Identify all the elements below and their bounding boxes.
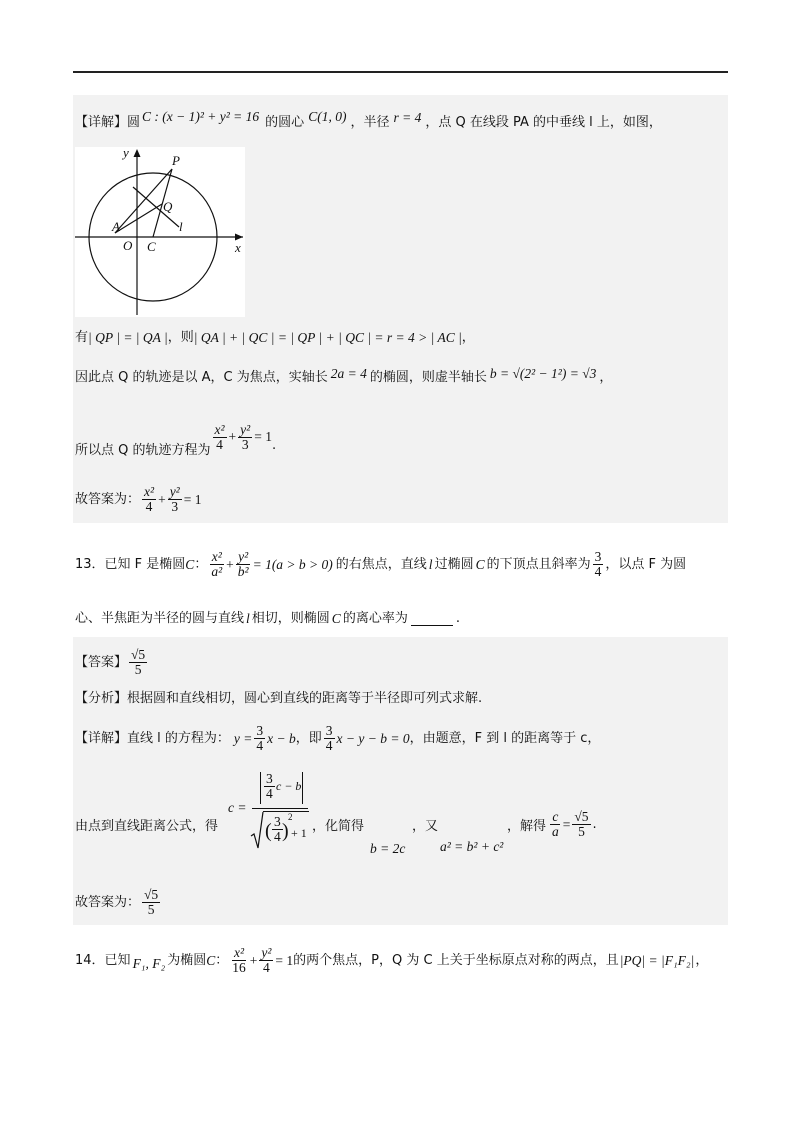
p12-final-answer: 故答案为： $\frac{\text{x²}}{4}$ + $\frac{\text{y²}}{3}$ = 1 — [75, 484, 202, 514]
circle-equation: C : (x − 1)² + y² = 16 — [142, 109, 260, 124]
radius-eq: r = 4 — [393, 110, 422, 125]
p13-detail-line2-text: 由点到直线距离公式，得 — [75, 819, 219, 834]
answer-blank — [411, 613, 453, 626]
top-rule — [73, 71, 728, 73]
p13-analysis: 【分析】根据圆和直线相切，圆心到直线的距离等于半径即可列式求解. — [75, 691, 483, 706]
label-o: O — [123, 238, 133, 253]
p13-answer: 【答案】 $\frac{√5}{5}$ — [75, 647, 146, 677]
p13-question-line2: 心、半焦距为半径的圆与直线 l 相切，则椭圆 C 的离心率为 . — [75, 611, 460, 626]
p12-line3: 因此点 Q 的轨迹是以 A，C 为焦点，实轴长 2a = 4 的椭圆，则虚半轴长 b = √(2² − 1²) = √3 ， — [75, 366, 613, 385]
p12-line1: 【详解】圆 C : (x − 1)² + y² = 16 的圆心 C(1, 0) ，半径 r = 4 ，点 Q 在线段 PA 的中垂线 l 上，如图， — [75, 109, 662, 130]
circle-diagram — [75, 147, 245, 317]
p13-question-line1: 13． 已知 F 是椭圆 C ： $\frac{\text{x²}}{\text{a²}}$ + $\frac{\text{y²}}{\text{b²}}$ = 1(a > b > 0) 的右焦点，直线 l 过椭圆 C 的下顶点且斜率为 $\frac{3}{4}$ ，以点 F 为圆 — [75, 549, 687, 579]
label-q: Q — [163, 199, 173, 214]
p13-detail-line1: 【详解】直线 l 的方程为： y = $\frac{3}{4}$ x − b ，即 $\frac{3}{4}$ x − y − b = 0 ，由题意，F 到 l 的距离等于 c， — [75, 723, 601, 753]
solution-block-13 — [73, 637, 728, 925]
p14-question-line1: 14． 已知 F₁, F₂ 为椭圆 C ： $\frac{\text{x²}}{16}$ + $\frac{\text{y²}}{4}$ = 1 的两个焦点，P，Q 为 C 上关于坐标原点对称的两点，且 |PQ| = |F₁F₂| ， — [75, 945, 709, 975]
eccentricity-result: $\frac{c}{a}$ = $\frac{√5}{5}$ . — [552, 809, 597, 839]
label-c: C — [147, 239, 156, 254]
label-a: A — [112, 219, 120, 234]
label-p: P — [172, 153, 180, 168]
label-l: l — [179, 219, 183, 234]
geometry-figure — [75, 147, 245, 317]
label-y: y — [123, 147, 129, 160]
label-x: x — [235, 240, 241, 255]
p12-line2: 有 | QP | = | QA | ，则 | QA | + | QC | = | QP | + | QC | = r = 4 > | AC | ， — [75, 330, 475, 345]
y-axis-arrow-icon — [134, 149, 141, 157]
circle-center: C(1, 0) — [308, 109, 347, 124]
distance-formula: c = $\frac{3}{4}$ c − b ( $\frac{3}{4}$ ) 2 + 1 — [228, 770, 310, 850]
sqrt-icon — [250, 810, 264, 850]
p12-line4: 所以点 Q 的轨迹方程为 $\frac{\text{x²}}{4}$ + $\frac{\text{y²}}{3}$ = 1 . — [75, 421, 277, 458]
p13-final-answer: 故答案为： $\frac{√5}{5}$ — [75, 887, 159, 917]
